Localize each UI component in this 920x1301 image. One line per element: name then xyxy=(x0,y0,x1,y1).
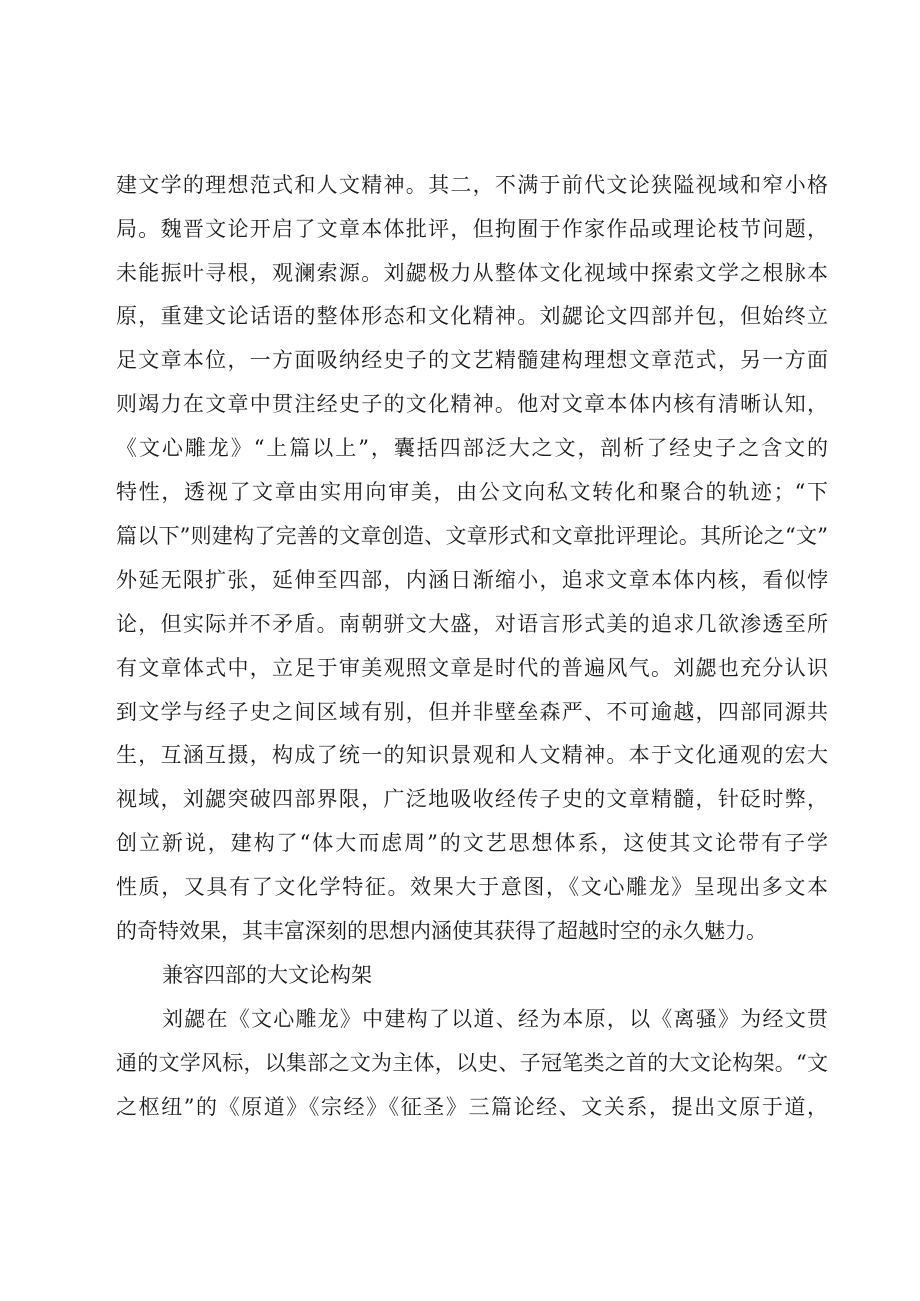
paragraph-1-line: 特性，透视了文章由实用向审美，由公文向私文转化和聚合的轨迹；“下 xyxy=(116,480,828,504)
paragraph-1-line: 《文心雕龙》“上篇以上”，囊括四部泛大之文，剖析了经史子之含文的 xyxy=(116,436,828,460)
paragraph-1-line: 的奇特效果，其丰富深刻的思想内涵使其获得了超越时空的永久魅力。 xyxy=(116,919,767,943)
paragraph-1-line: 生，互涵互摄，构成了统一的知识景观和人文精神。本于文化通观的宏大 xyxy=(116,743,828,767)
paragraph-1-line: 视域，刘勰突破四部界限，广泛地吸收经传子史的文章精髓，针砭时弊， xyxy=(116,787,828,811)
paragraph-1-line: 局。魏晋文论开启了文章本体批评，但拘囿于作家作品或理论枝节问题， xyxy=(116,217,828,241)
paragraph-2-line: 通的文学风标，以集部之文为主体，以史、子冠笔类之首的大文论构架。“文 xyxy=(116,1051,828,1075)
paragraph-1-line: 论，但实际并不矛盾。南朝骈文大盛，对语言形式美的追求几欲渗透至所 xyxy=(116,612,828,636)
paragraph-1-line: 篇以下”则建构了完善的文章创造、文章形式和文章批评理论。其所论之“文” xyxy=(116,524,828,548)
paragraph-1-line: 性质，又具有了文化学特征。效果大于意图，《文心雕龙》呈现出多文本 xyxy=(116,875,828,899)
paragraph-2-line: 刘勰在《文心雕龙》中建构了以道、经为本原，以《离骚》为经文贯 xyxy=(162,1007,828,1031)
paragraph-1-line: 有文章体式中，立足于审美观照文章是时代的普遍风气。刘勰也充分认识 xyxy=(116,656,828,680)
paragraph-1-line: 未能振叶寻根，观澜索源。刘勰极力从整体文化视域中探索文学之根脉本 xyxy=(116,261,828,285)
paragraph-1-line: 到文学与经子史之间区域有别，但并非壁垒森严、不可逾越，四部同源共 xyxy=(116,700,828,724)
paragraph-1-line: 原，重建文论话语的整体形态和文化精神。刘勰论文四部并包，但始终立 xyxy=(116,304,828,328)
paragraph-1-line: 外延无限扩张，延伸至四部，内涵日渐缩小，追求文章本体内核，看似悖 xyxy=(116,568,828,592)
paragraph-2-line: 之枢纽”的《原道》《宗经》《征圣》三篇论经、文关系，提出文原于道， xyxy=(116,1095,828,1119)
paragraph-1-line: 则竭力在文章中贯注经史子的文化精神。他对文章本体内核有清晰认知， xyxy=(116,392,828,416)
section-heading: 兼容四部的大文论构架 xyxy=(162,963,372,987)
paragraph-1-line: 足文章本位，一方面吸纳经史子的文艺精髓建构理想文章范式，另一方面 xyxy=(116,348,828,372)
paragraph-1-line: 创立新说，建构了“体大而虑周”的文艺思想体系，这使其文论带有子学 xyxy=(116,831,828,855)
paragraph-1-line: 建文学的理想范式和人文精神。其二，不满于前代文论狭隘视域和窄小格 xyxy=(116,173,828,197)
